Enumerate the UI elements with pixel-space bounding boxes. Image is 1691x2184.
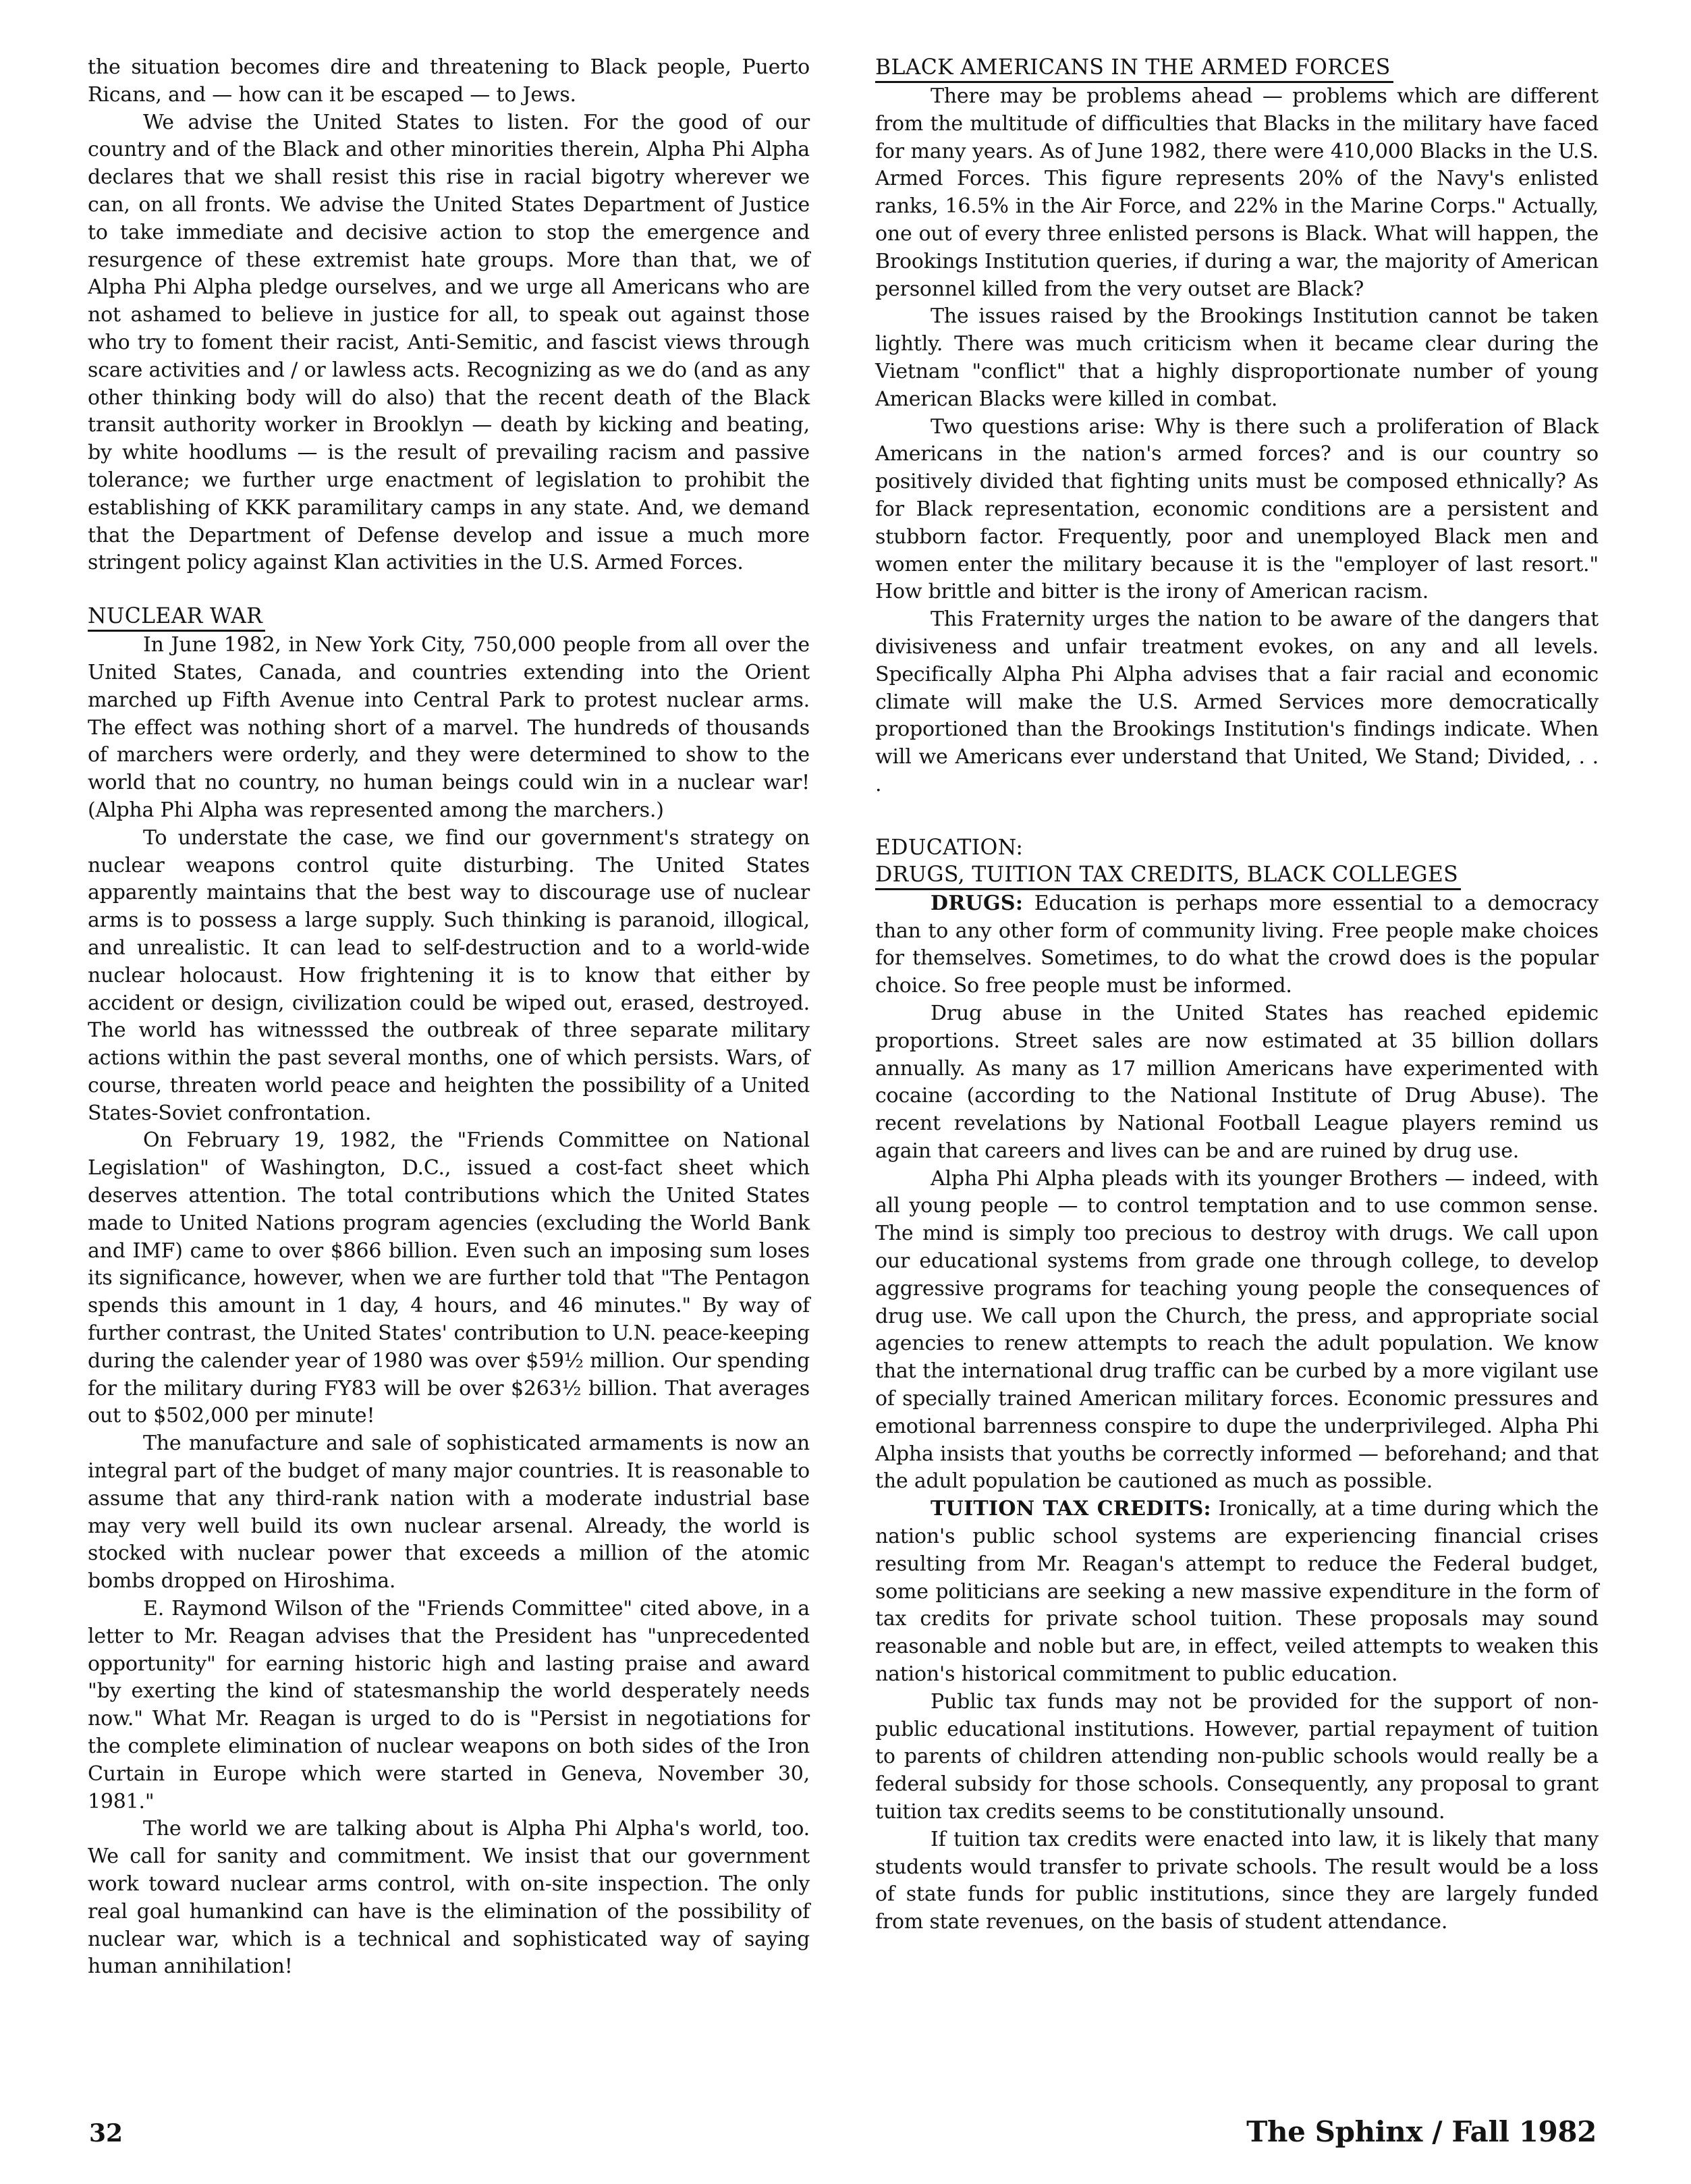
body-paragraph: On February 19, 1982, the "Friends Committee on National Legislation" of Washington, D.C., issued a cost-fact sheet which deserves attention. The total contributions which the United States made to United Nations program agencies (excluding the World Bank and IMF) came to over $866 billion. Even such an imposing sum loses its significance, however, when we are further told that "The Pentagon spends this amount in 1 day, 4 hours, and 46 minutes." By way of further contrast, the United States' contribution to U.N. peace-keeping during the calender year of 1980 was over $59½ million. Our spending for the military during FY83 will be over $263½ billion. That averages out to $502,000 per minute!	[88, 1128, 810, 1428]
drugs-paragraph	[875, 890, 1599, 1000]
body-paragraph: The world we are talking about is Alpha Phi Alpha's world, too. We call for sanity and commitment. We insist that our government work toward nuclear arms control, with on-site inspection. The only real goal humankind can have is the elimination of the possibility of nuclear war, which is a technical and sophisticated way of saying human annihilation!	[88, 1817, 810, 1979]
publication-footer: The Sphinx / Fall 1982	[1246, 2115, 1597, 2148]
body-paragraph: E. Raymond Wilson of the "Friends Committee" cited above, in a letter to Mr. Reagan advises that the President has "unprecedented opportunity" for earning historic high and lasting praise and award "by exerting the kind of statesmanship the world desperately needs now." What Mr. Reagan is urged to do is "Persist in negotiations for the complete elimination of nuclear weapons on both sides of the Iron Curtain in Europe which were started in Geneva, November 30, 1981."	[88, 1597, 810, 1813]
body-paragraph: This Fraternity urges the nation to be aware of the dangers that divisiveness and unfair treatment evokes, on any and all levels. Specifically Alpha Phi Alpha advises that a fair racial and economic climate will make the U.S. Armed Services more democratically proportioned than the Brookings Institution's findings indicate. When will we Americans ever understand that United, We Stand; Divided, . . .	[875, 607, 1599, 796]
body-paragraph: If tuition tax credits were enacted into law, it is likely that many students would transfer to private schools. The result would be a loss of state funds for public institutions, since they are largely funded from state revenues, on the basis of student attendance.	[875, 1827, 1599, 1934]
body-paragraph: We advise the United States to listen. For the good of our country and of the Black and other minorities therein, Alpha Phi Alpha declares that we shall resist this rise in racial bigotry wherever we can, on all fronts. We advise the United States Department of Justice to take immediate and decisive action to stop the emergence and resurgence of these extremist hate groups. More than that, we of Alpha Phi Alpha pledge ourselves, and we urge all Americans who are not ashamed to believe in justice for all, to speak out against those who try to foment their racist, Anti-Semitic, and fascist views through scare activities and / or lawless acts. Recognizing as we do (and as any other thinking body will do also) that the recent death of the Black transit authority worker in Brooklyn — death by kicking and beating, by white hoodlums — is the result of prevailing racism and passive tolerance; we further urge enactment of legislation to prohibit the establishing of KKK paramilitary camps in any state. And, we demand that the Department of Defense develop and issue a much more stringent policy against Klan activities in the U.S. Armed Forces.	[88, 110, 810, 575]
tuition-intro-text: Ironically, at a time during which the nation's public school systems are experiencing financial crises resulting from Mr. Reagan's attempt to reduce the Federal budget, some politicians are seeking a new massive expenditure in the form of tax credits for private school tuition. These proposals may sound reasonable and noble but are, in effect, veiled attempts to weaken this nation's historical commitment to public education.	[875, 1497, 1599, 1687]
left-column	[88, 54, 810, 1981]
body-paragraph: Drug abuse in the United States has reached epidemic proportions. Street sales are now estimated at 35 billion dollars annually. As many as 17 million Americans have experimented with cocaine (according to the National Institute of Drug Abuse). The recent revelations by National Football League players remind us again that careers and lives can be and are ruined by drug use.	[875, 1001, 1599, 1163]
body-paragraph: To understate the case, we find our government's strategy on nuclear weapons control quite disturbing. The United States apparently maintains that the best way to discourage use of nuclear arms is to possess a large supply. Such thinking is paranoid, illogical, and unrealistic. It can lead to self-destruction and to a world-wide nuclear holocaust. How frightening it is to know that either by accident or design, civilization could be wiped out, erased, destroyed. The world has witnesssed the outbreak of three separate military actions within the past several months, one of which persists. Wars, of course, threaten world peace and heighten the possibility of a United States-Soviet confrontation.	[88, 825, 810, 1125]
body-paragraph: The manufacture and sale of sophisticated armaments is now an integral part of the budget of many major countries. It is reasonable to assume that any third-rank nation with a moderate industrial base may very well build its own nuclear arsenal. Already, the world is stocked with nuclear power that exceeds a million of the atomic bombs dropped on Hiroshima.	[88, 1431, 810, 1593]
drugs-label: DRUGS:	[931, 891, 1024, 915]
tuition-label: TUITION TAX CREDITS:	[931, 1497, 1211, 1521]
body-paragraph: There may be problems ahead — problems which are different from the multitude of difficulties that Blacks in the military have faced for many years. As of June 1982, there were 410,000 Blacks in the U.S. Armed Forces. This figure represents 20% of the Navy's enlisted ranks, 16.5% in the Air Force, and 22% in the Marine Corps." Actually, one out of every three enlisted persons is Black. What will happen, the Brookings Institution queries, if during a war, the majority of American personnel killed from the very outset are Black?	[875, 84, 1599, 301]
drugs-intro-text: Education is perhaps more essential to a democracy than to any other form of community living. Free people make choices for themselves. Sometimes, to do what the crowd does is the popular choice. So free people must be informed.	[875, 891, 1599, 998]
armed-forces-section	[875, 54, 1599, 799]
body-paragraph: Two questions arise: Why is there such a proliferation of Black Americans in the nation's armed forces? and is our country so positively divided that fighting units must be composed ethnically? As for Black representation, economic conditions are a persistent and stubborn factor. Frequently, poor and unemployed Black men and women enter the military because it is the "employer of last resort." How brittle and bitter is the irony of American racism.	[875, 414, 1599, 604]
body-paragraph: The issues raised by the Brookings Institution cannot be taken lightly. There was much criticism when it became clear during the Vietnam "conflict" that a highly disproportionate number of young American Blacks were killed in combat.	[875, 304, 1599, 411]
body-paragraph: Public tax funds may not be provided for the support of non-public educational institutions. However, partial repayment of tuition to parents of children attending non-public schools would really be a federal subsidy for those schools. Consequently, any proposal to grant tuition tax credits seems to be constitutionally unsound.	[875, 1689, 1599, 1824]
body-paragraph: Alpha Phi Alpha pleads with its younger Brothers — indeed, with all young people — to control temptation and to use common sense. The mind is simply too precious to destroy with drugs. We call upon our educational systems from grade one through college, to develop aggressive programs for teaching young people the consequences of drug use. We call upon the Church, the press, and appropriate social agencies to renew attempts to reach the adult population. We know that the international drug traffic can be curbed by a more vigilant use of specially trained American military forces. Economic pressures and emotional barrenness conspire to dupe the underprivileged. Alpha Phi Alpha insists that youths be correctly informed — beforehand; and that the adult population be cautioned as much as possible.	[875, 1166, 1599, 1494]
tuition-paragraph	[875, 1496, 1599, 1689]
right-column	[875, 54, 1599, 1936]
section-heading-armed-forces: BLACK AMERICANS IN THE ARMED FORCES	[875, 54, 1393, 83]
education-section	[875, 834, 1599, 1936]
section-heading-nuclear-war: NUCLEAR WAR	[88, 603, 265, 632]
section-heading-education: EDUCATION:	[875, 835, 1024, 860]
page-number: 32	[89, 2119, 123, 2148]
body-paragraph: the situation becomes dire and threatening to Black people, Puerto Ricans, and — how can it be escaped — to Jews.	[88, 55, 810, 107]
body-paragraph: In June 1982, in New York City, 750,000 people from all over the United States, Canada, and countries extending into the Orient marched up Fifth Avenue into Central Park to protest nuclear arms. The effect was nothing short of a marvel. The hundreds of thousands of marchers were orderly, and they were determined to show to the world that no country, no human beings could win in a nuclear war! (Alpha Phi Alpha was represented among the marchers.)	[88, 633, 810, 822]
section-subheading-education-topics: DRUGS, TUITION TAX CREDITS, BLACK COLLEGES	[875, 861, 1461, 890]
nuclear-war-section	[88, 603, 810, 1981]
